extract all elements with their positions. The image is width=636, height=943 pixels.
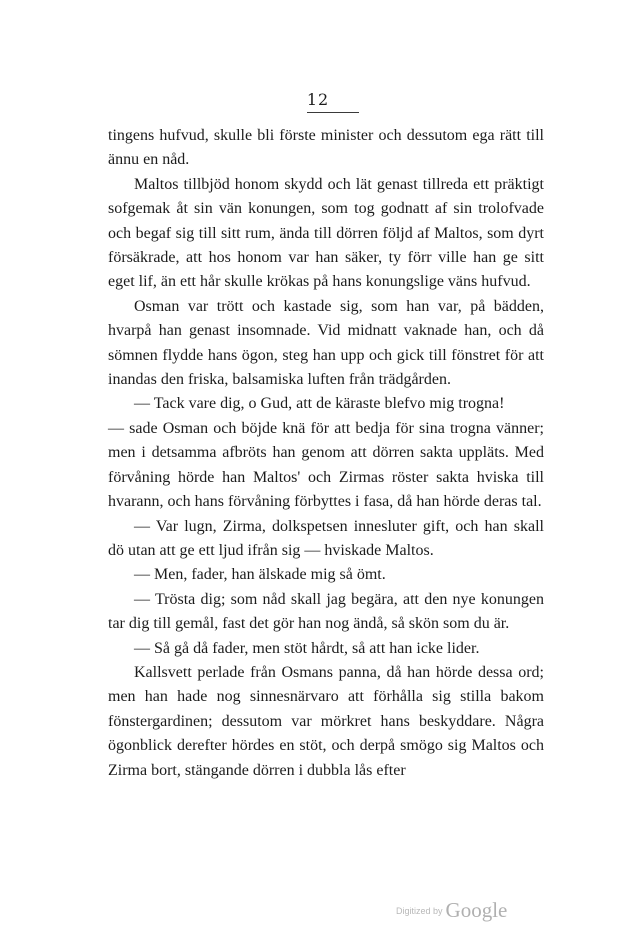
- paragraph-3: Osman var trött och kastade sig, som han var, på bädden, hvarpå han genast insomnade. Vid midnatt vaknade han, och då sömnen flydde hans ögon, steg han upp och gick till fönstret för att inandas den friska, balsamiska luften från trädgården.: [108, 297, 544, 389]
- paragraph-7: — Men, fader, han älskade mig så ömt.: [134, 566, 386, 584]
- paragraph-5: — sade Osman och böjde knä för att bedja för sina trogna vänner; men i detsamma afbröts han genom att dörren sakta uppläts. Med förvåning hörde han Maltos' och Zirmas röster sakta hviska till hvarann, och hans förvåning förbyttes i fasa, då han hörde deras tal.: [108, 419, 544, 511]
- google-logo-text: Google: [445, 898, 508, 922]
- paragraph-8: — Trösta dig; som nåd skall jag begära, att den nye konungen tar dig till gemål, fast det gör han nog ändå, så skön som du är.: [108, 590, 544, 633]
- paragraph-4: — Tack vare dig, o Gud, att de käraste blefvo mig trogna!: [134, 395, 505, 413]
- watermark-prefix: Digitized by: [396, 906, 443, 916]
- page-number-rule: [307, 112, 359, 113]
- paragraph-6: — Var lugn, Zirma, dolkspetsen innesluter gift, och han skall dö utan att ge ett ljud ifrån sig — hviskade Maltos.: [108, 517, 544, 559]
- paragraph-9: — Så gå då fader, men stöt hårdt, så att han icke lider.: [134, 639, 480, 657]
- body-text: [108, 124, 544, 783]
- paragraph-10: Kallsvett perlade från Osmans panna, då han hörde dessa ord; men han hade nog sinnesnärvaro att förhålla sig stilla bakom fönstergardinen; dessutom var mörkret hans beskyddare. Några ögonblick derefter hördes en stöt, och derpå smögo sig Maltos och Zirma bort, stängande dörren i dubbla lås efter: [108, 663, 544, 779]
- paragraph-1: tingens hufvud, skulle bli förste minister och dessutom ega rätt till ännu en nåd.: [108, 127, 544, 169]
- google-watermark: [396, 898, 507, 923]
- page-number: 12: [306, 90, 330, 109]
- paragraph-2: Maltos tillbjöd honom skydd och lät genast tillreda ett präktigt sofgemak åt sin vän konungen, som tog godnatt af sin trolofvade och begaf sig till sitt rum, ända till dörren följd af Maltos, som dyrt försäkrade, att hos honom var han säker, ty förr ville han ge sitt eget lif, än ett hår skulle krökas på hans konungslige väns hufvud.: [108, 175, 544, 291]
